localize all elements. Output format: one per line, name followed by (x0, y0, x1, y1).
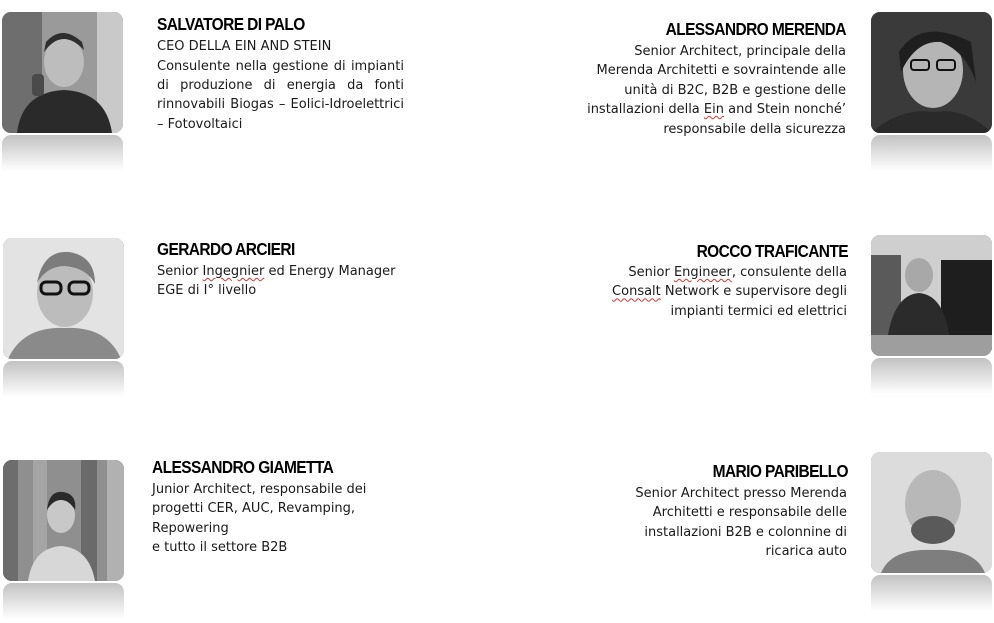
portrait-alessandro-giametta (3, 460, 124, 619)
person-name: ROCCO TRAFICANTE (696, 242, 848, 262)
photo-giametta (3, 460, 124, 581)
person-name: MARIO PARIBELLO (712, 462, 848, 482)
photo-reflection (871, 575, 992, 611)
person-role: CEO DELLA EIN AND STEIN (157, 39, 332, 54)
photo-arcieri (3, 238, 124, 359)
person-description: Consulente nella gestione di impianti di produzione di energia da fonti rinnovabili Biogas – Eolici-Idroelettrici – Fotovoltaici (157, 58, 404, 132)
photo-reflection (3, 361, 124, 397)
person-description: Senior Ingegnier ed Energy Manager EGE di I° livello (157, 264, 396, 299)
portrait-image (2, 12, 123, 133)
photo-reflection (871, 135, 992, 171)
photo-salvatore (2, 12, 123, 133)
photo-traficante (871, 235, 992, 356)
portrait-image (871, 12, 992, 133)
photo-reflection (3, 583, 124, 619)
person-description: Senior Architect, principale della Merenda Architetti e sovraintende alle unità di B2C, B2B e gestione delle installazioni della Ein and Stein nonché’ responsabile della sicurezza (587, 44, 846, 137)
person-description: Senior Architect presso Merenda Architetti e responsabile delle installazioni B2B e colonnine di ricarica auto (635, 486, 847, 560)
portrait-salvatore-di-palo (2, 12, 123, 171)
person-description: Senior Engineer, consulente della Consalt Network e supervisore degli impianti termici ed elettrici (612, 265, 847, 319)
photo-reflection (2, 135, 123, 171)
portrait-image (871, 235, 992, 356)
person-name: ALESSANDRO MERENDA (665, 20, 846, 40)
portrait-alessandro-merenda (871, 12, 992, 171)
person-description: Junior Architect, responsabile dei progetti CER, AUC, Revamping, Repowering (152, 482, 367, 536)
person-description-line2: e tutto il settore B2B (152, 540, 288, 555)
person-name: SALVATORE DI PALO (157, 15, 305, 35)
portrait-image (3, 460, 124, 581)
photo-paribello (871, 452, 992, 573)
portrait-rocco-traficante (871, 235, 992, 394)
photo-merenda (871, 12, 992, 133)
portrait-mario-paribello (871, 452, 992, 611)
photo-reflection (871, 358, 992, 394)
person-name: GERARDO ARCIERI (157, 240, 295, 260)
portrait-image (3, 238, 124, 359)
portrait-gerardo-arcieri (3, 238, 124, 397)
portrait-image (871, 452, 992, 573)
person-name: ALESSANDRO GIAMETTA (152, 458, 334, 478)
